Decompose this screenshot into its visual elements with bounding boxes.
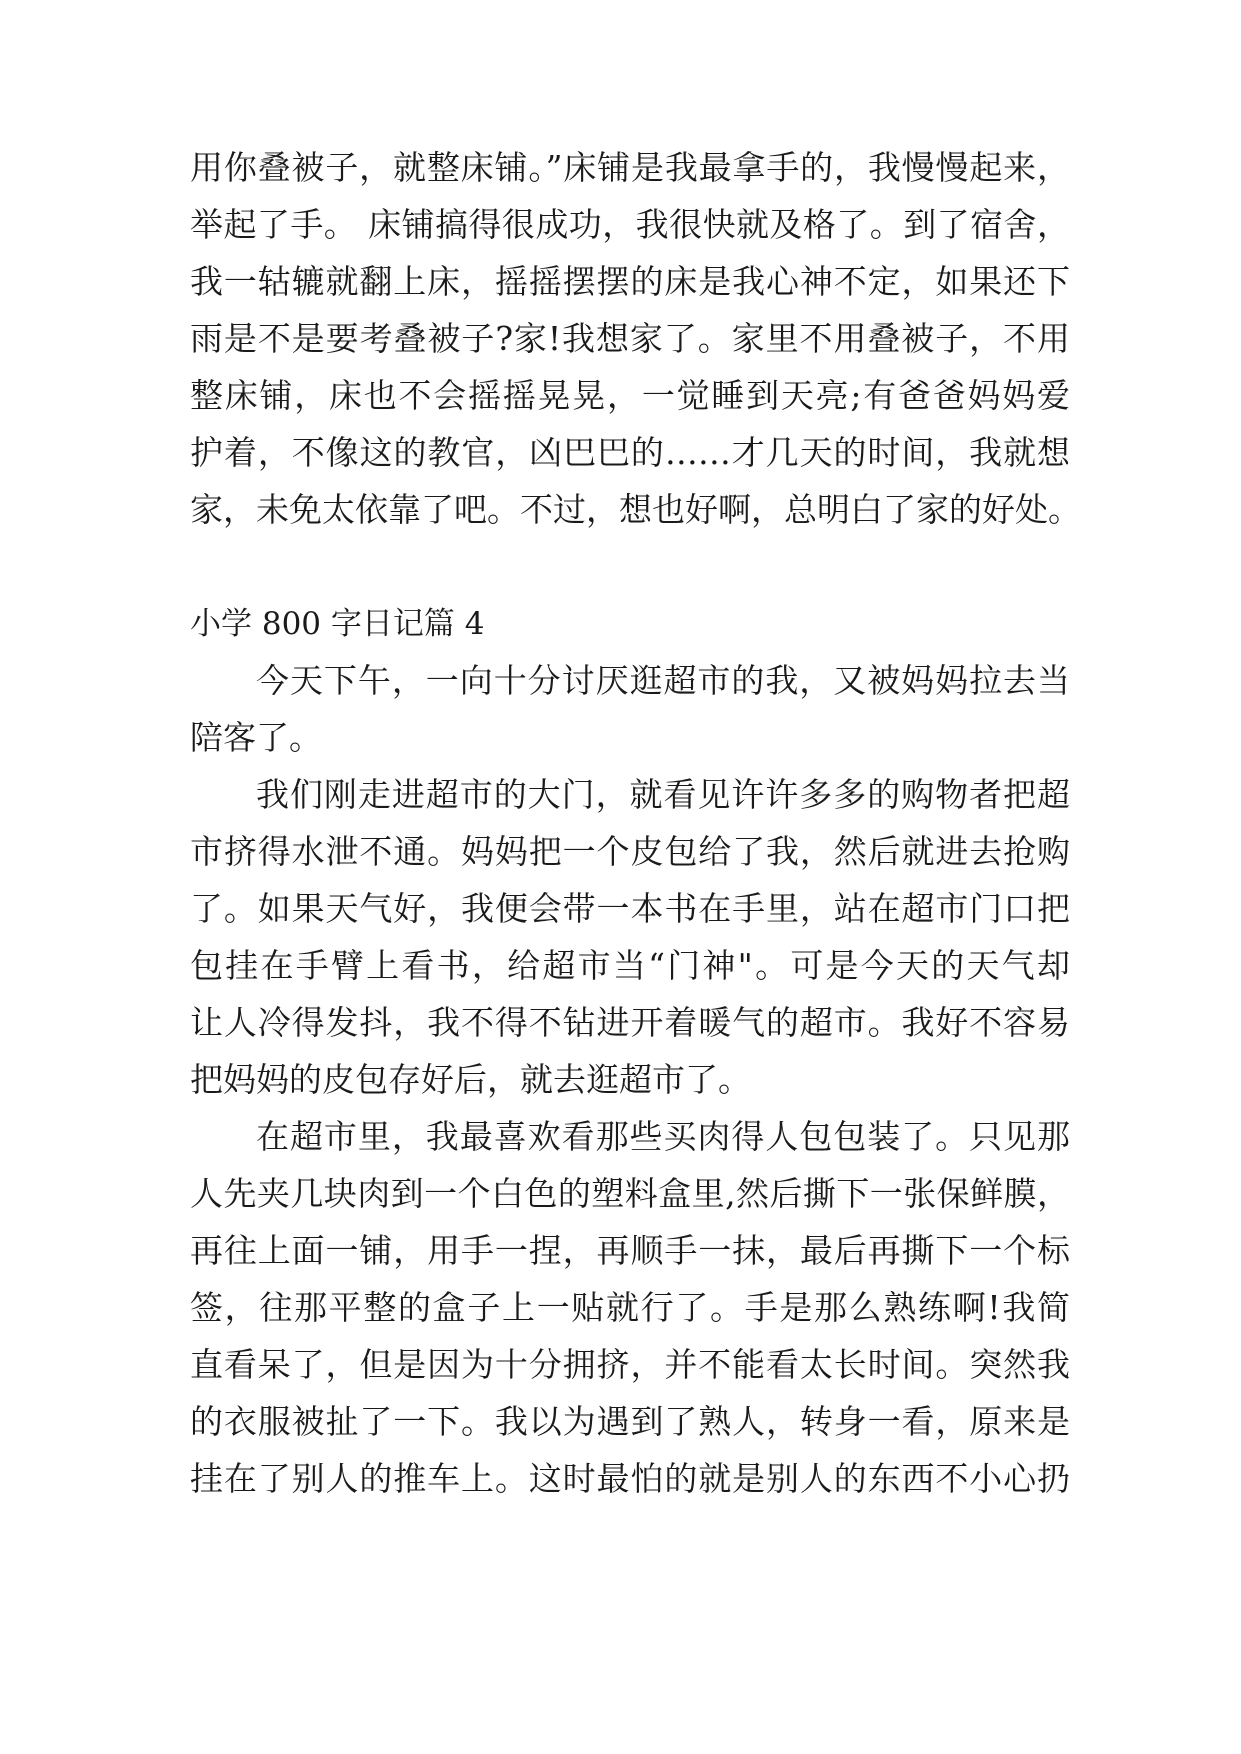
text-line: 市挤得水泄不通。妈妈把一个皮包给了我，然后就进去抢购 <box>190 832 1070 871</box>
text-line: 我一轱辘就翻上床，摇摇摆摆的床是我心神不定，如果还下 <box>190 262 1070 301</box>
text-line: 把妈妈的皮包存好后，就去逛超市了。 <box>190 1060 751 1099</box>
text-line: 包挂在手臂上看书，给超市当“门神"。可是今天的天气却 <box>190 946 1070 985</box>
text-line: 人先夹几块肉到一个白色的塑料盒里,然后撕下一张保鲜膜， <box>190 1174 1070 1213</box>
text-line: 挂在了别人的推车上。这时最怕的就是别人的东西不小心扔 <box>190 1459 1070 1498</box>
text-line: 整床铺，床也不会摇摇晃晃，一觉睡到天亮;有爸爸妈妈爱 <box>190 376 1070 415</box>
text-line: 家，未免太依靠了吧。不过，想也好啊，总明白了家的好处。 <box>190 490 1081 529</box>
text-line: 的衣服被扯了一下。我以为遇到了熟人，转身一看，原来是 <box>190 1402 1070 1441</box>
text-line: 护着，不像这的教官，凶巴巴的……才几天的时间，我就想 <box>190 433 1070 472</box>
text-line: 雨是不是要考叠被子?家!我想家了。家里不用叠被子，不用 <box>190 319 1070 358</box>
text-line: 签，往那平整的盒子上一贴就行了。手是那么熟练啊!我简 <box>190 1288 1070 1327</box>
section-heading: 小学 800 字日记篇 4 <box>190 606 485 642</box>
text-line: 在超市里，我最喜欢看那些买肉得人包包装了。只见那 <box>256 1117 1070 1156</box>
text-line: 陪客了。 <box>190 718 322 757</box>
text-line: 举起了手。 床铺搞得很成功，我很快就及格了。到了宿舍， <box>190 205 1070 244</box>
text-line: 让人冷得发抖，我不得不钻进开着暖气的超市。我好不容易 <box>190 1003 1070 1042</box>
text-line: 直看呆了，但是因为十分拥挤，并不能看太长时间。突然我 <box>190 1345 1070 1384</box>
text-line: 今天下午，一向十分讨厌逛超市的我，又被妈妈拉去当 <box>256 661 1070 700</box>
text-line: 了。如果天气好，我便会带一本书在手里，站在超市门口把 <box>190 889 1070 928</box>
text-line: 再往上面一铺，用手一捏，再顺手一抹，最后再撕下一个标 <box>190 1231 1070 1270</box>
text-line: 用你叠被子，就整床铺。”床铺是我最拿手的，我慢慢起来， <box>190 148 1070 187</box>
text-line: 我们刚走进超市的大门，就看见许许多多的购物者把超 <box>256 775 1070 814</box>
